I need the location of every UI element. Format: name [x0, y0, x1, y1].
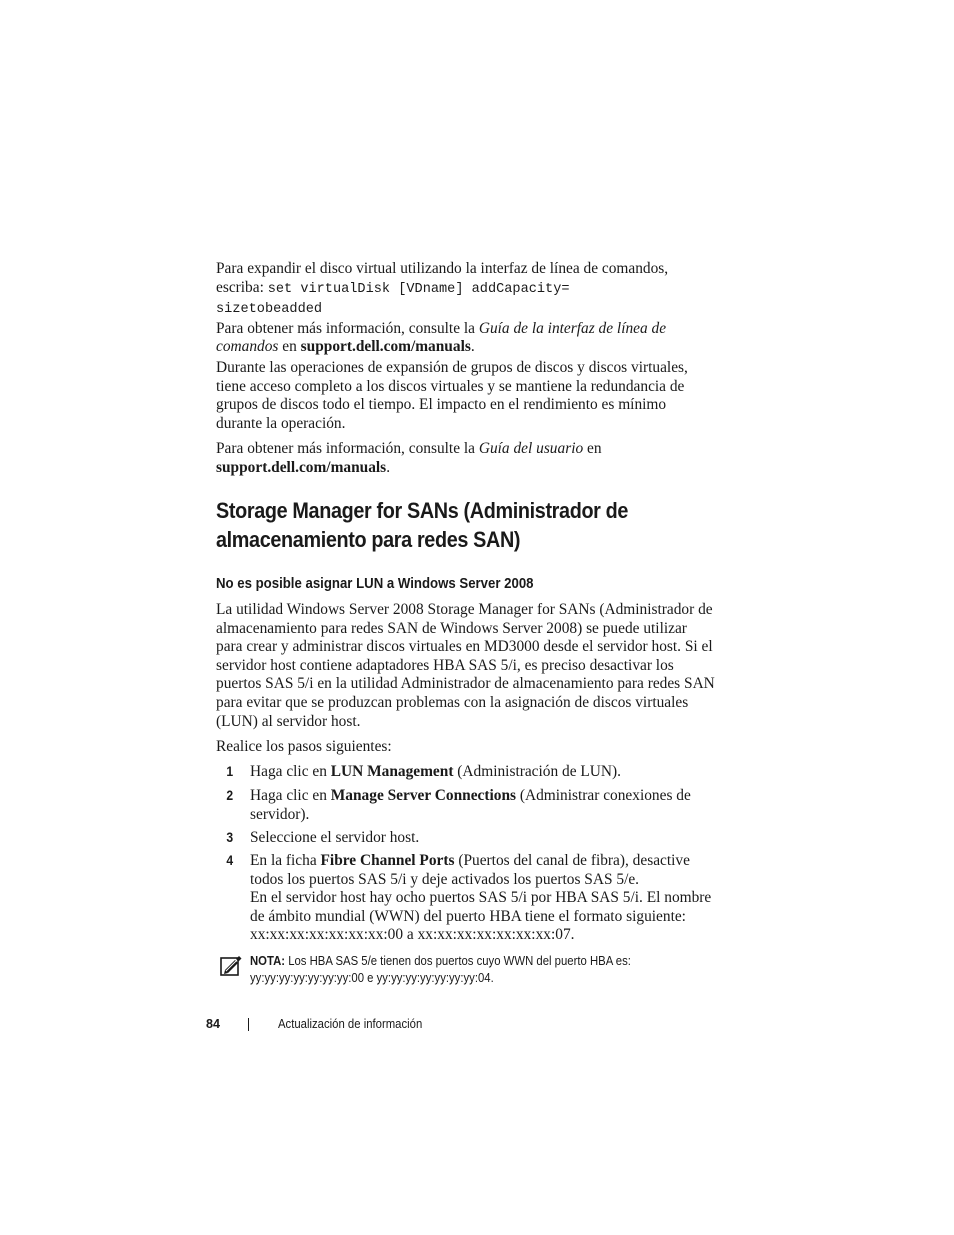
note-body: Los HBA SAS 5/e tienen dos puertos cuyo WWN del puerto HBA es: yy:yy:yy:yy:yy:yy:yy:00 e yy:yy:yy:yy:yy:yy:yy:04. — [250, 954, 631, 986]
period-2: . — [386, 458, 391, 476]
subsection-heading: No es posible asignar LUN a Windows Server 2008 — [216, 575, 534, 592]
step-text: Seleccione el servidor host. — [250, 829, 420, 846]
note-pencil-icon — [220, 955, 242, 977]
step-text: Haga clic en — [250, 787, 331, 804]
steps-intro-text: Realice los pasos siguientes: — [216, 738, 392, 755]
step-text: Haga clic en — [250, 763, 331, 780]
step-number: 4 — [226, 853, 234, 868]
cli-guide-title: Guía de la interfaz de línea de comandos — [216, 319, 667, 356]
lun-paragraph — [216, 601, 716, 731]
step-ui-label: Manage Server Connections — [330, 787, 517, 804]
cli-type-prefix: escriba: — [216, 278, 268, 296]
user-guide-title: Guía del usuario — [478, 440, 584, 457]
step-text: En la ficha — [250, 852, 321, 869]
section-heading: Storage Manager for SANs (Administrador de almacenamiento para redes SAN) — [216, 498, 629, 552]
step-number: 2 — [226, 788, 234, 803]
step-text-suffix: (Puertos del canal de fibra), desactive todos los puertos SAS 5/i y deje activados los puertos SAS 5/e. — [250, 852, 690, 888]
cli-command-line1: set virtualDisk [VDname] addCapacity= — [267, 281, 570, 297]
user-guide-mid: en — [583, 440, 602, 457]
step-text-suffix: (Administración de LUN). — [453, 763, 621, 780]
user-guide-prefix: Para obtener más información, consulte la — [216, 440, 479, 457]
footer-section-title: Actualización de información — [278, 1017, 423, 1031]
support-link[interactable]: support.dell.com/manuals — [300, 338, 471, 356]
step-ui-label: LUN Management — [330, 763, 454, 780]
expansion-paragraph — [216, 359, 716, 433]
steps-intro — [216, 738, 716, 757]
user-guide-paragraph — [216, 440, 716, 477]
more-info-mid: en — [278, 338, 301, 356]
step-number: 3 — [226, 830, 234, 845]
expansion-text: Durante las operaciones de expansión de grupos de discos y discos virtuales, tiene acceso completo a los discos virtuales y se mantiene la redundancia de grupos de discos todo el tiempo. El impacto en el rendimiento es mínimo durante la operación. — [216, 359, 688, 432]
cli-command-line2: sizetobeadded — [216, 302, 323, 318]
step-detail-text: En el servidor host hay ocho puertos SAS 5/i por HBA SAS 5/i. El nombre de ámbito mundial (WWN) del puerto HBA tiene el formato siguiente: xx:xx:xx:xx:xx:xx:xx:00 a xx:xx:xx:xx:xx:xx:xx:07. — [250, 889, 712, 944]
period: . — [470, 338, 475, 356]
page-number: 84 — [206, 1017, 221, 1031]
lun-text: La utilidad Windows Server 2008 Storage Manager for SANs (Administrador de almacenamiento para redes SAN de Windows Server 2008) se puede utilizar para crear y administrar discos virtuales en MD3000 desde el servidor host. Si el servidor host contiene adaptadores HBA SAS 5/i, es preciso desactivar los puertos SAS 5/i en la utilidad Administrador de almacenamiento para redes SAN para evitar que se produzcan problemas con la asignación de discos virtuales (LUN) al servidor host. — [216, 601, 715, 730]
more-info-prefix: Para obtener más información, consulte la — [216, 319, 479, 337]
note-label: NOTA: — [250, 954, 286, 968]
step-ui-label: Fibre Channel Ports — [320, 852, 455, 869]
note-text — [250, 953, 718, 988]
footer-divider — [248, 1018, 249, 1031]
cli-intro-text: Para expandir el disco virtual utilizando la interfaz de línea de comandos, — [216, 260, 669, 277]
step-text-suffix: (Administrar conexiones de servidor). — [250, 787, 691, 823]
cli-expand-paragraph — [216, 260, 716, 357]
step-number: 1 — [226, 764, 234, 779]
support-link-2[interactable]: support.dell.com/manuals — [216, 458, 387, 476]
